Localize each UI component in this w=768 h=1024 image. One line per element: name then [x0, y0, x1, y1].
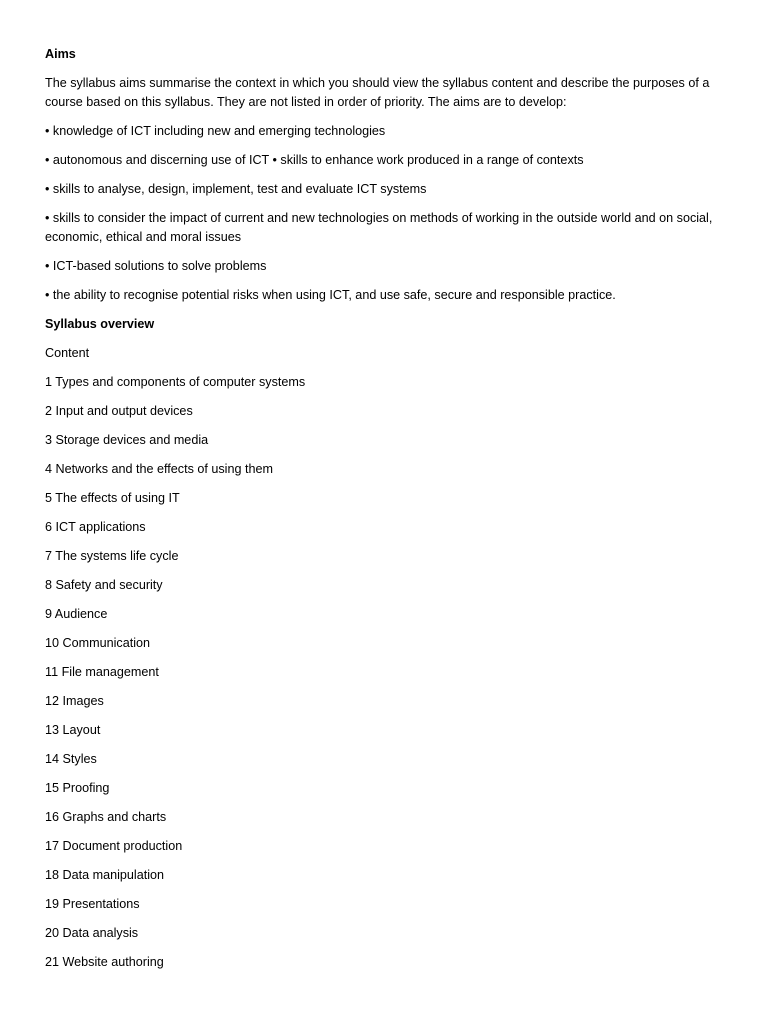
aims-heading: Aims: [45, 47, 76, 61]
content-list-item: 5 The effects of using IT: [45, 491, 180, 505]
aims-intro: The syllabus aims summarise the context in which you should view the syllabus content and describe the purposes of a course based on this syllabus. They are not listed in order of priority. The aims are to develop:: [45, 76, 710, 109]
aims-bullet-item: • skills to analyse, design, implement, test and evaluate ICT systems: [45, 182, 427, 196]
aims-bullet-item: • the ability to recognise potential risks when using ICT, and use safe, secure and responsible practice.: [45, 288, 616, 302]
content-list-item: 1 Types and components of computer systems: [45, 375, 306, 389]
content-list-item: 7 The systems life cycle: [45, 549, 179, 563]
aims-bullet-list: [45, 122, 725, 305]
content-list-item: 6 ICT applications: [45, 520, 146, 534]
content-list-item: 4 Networks and the effects of using them: [45, 462, 273, 476]
content-list-item: 9 Audience: [45, 607, 108, 621]
aims-bullet-item: • skills to consider the impact of current and new technologies on methods of working in the outside world and on social, economic, ethical and moral issues: [45, 211, 713, 244]
content-list-item: 11 File management: [45, 665, 159, 679]
content-list-item: 13 Layout: [45, 723, 101, 737]
content-list-item: 17 Document production: [45, 839, 183, 853]
content-list-item: 16 Graphs and charts: [45, 810, 167, 824]
content-list: [45, 373, 725, 972]
content-list-item: 12 Images: [45, 694, 104, 708]
aims-bullet-item: • autonomous and discerning use of ICT • skills to enhance work produced in a range of contexts: [45, 153, 584, 167]
content-label: Content: [45, 346, 90, 360]
content-list-item: 10 Communication: [45, 636, 150, 650]
content-list-item: 20 Data analysis: [45, 926, 139, 940]
content-list-item: 18 Data manipulation: [45, 868, 165, 882]
syllabus-overview-heading: Syllabus overview: [45, 317, 155, 331]
content-list-item: 21 Website authoring: [45, 955, 164, 969]
aims-bullet-item: • knowledge of ICT including new and emerging technologies: [45, 124, 386, 138]
aims-bullet-item: • ICT-based solutions to solve problems: [45, 259, 267, 273]
content-list-item: 15 Proofing: [45, 781, 110, 795]
content-list-item: 8 Safety and security: [45, 578, 163, 592]
content-list-item: 19 Presentations: [45, 897, 140, 911]
content-list-item: 2 Input and output devices: [45, 404, 193, 418]
content-list-item: 3 Storage devices and media: [45, 433, 209, 447]
content-list-item: 14 Styles: [45, 752, 97, 766]
document-page: [45, 45, 725, 982]
